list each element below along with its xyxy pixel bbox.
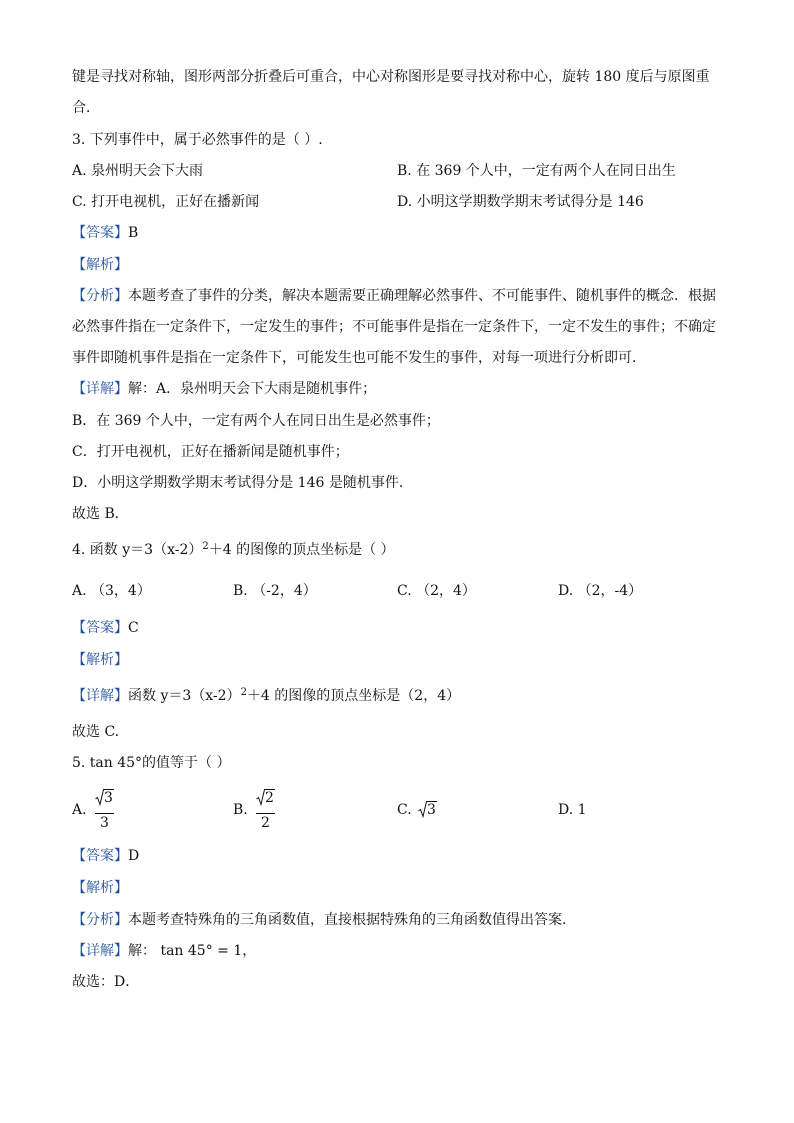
q3-xiangjie-c: C．打开电视机，正好在播新闻是随机事件； <box>72 444 349 460</box>
q4-option-a: A. （3，4） <box>72 583 151 599</box>
q5-option-c-label: C. <box>397 802 412 818</box>
xiangjie-tag: 【详解】 <box>72 688 128 704</box>
q4-stem-post: ＋4 的图像的顶点坐标是（ ） <box>208 542 395 558</box>
q4-choose: 故选 C. <box>72 724 120 740</box>
q3-analysis-head <box>72 255 128 275</box>
q5-answer <box>72 846 139 866</box>
q3-option-a: A. 泉州明天会下大雨 <box>72 163 204 179</box>
answer-tag: 【答案】 <box>72 620 128 636</box>
q3-fenxi-text-1: 本题考查了事件的分类，解决本题需要正确理解必然事件、不可能事件、随机事件的概念．根据 <box>128 288 716 304</box>
q5-option-b-fraction <box>256 789 275 831</box>
q3-option-c: C. 打开电视机，正好在播新闻 <box>72 194 260 210</box>
q4-answer <box>72 618 139 638</box>
q5-option-a-fraction <box>95 789 114 831</box>
q4-xiangjie-post: ＋4 的图像的顶点坐标是（2，4） <box>246 688 461 704</box>
q3-fenxi-line-2: 必然事件指在一定条件下，一定发生的事件；不可能事件是指在一定条件下，一定不发生的事件；不确定 <box>72 319 716 335</box>
q5-xiangjie-text: 解： tan 45° = 1， <box>128 943 257 959</box>
q3-option-b: B. 在 369 个人中，一定有两个人在同日出生 <box>397 163 676 179</box>
xiangjie-tag: 【详解】 <box>72 381 128 397</box>
q5-option-c-value <box>418 801 437 822</box>
q4-stem <box>72 540 395 562</box>
q4-xiangjie-sup: 2 <box>240 687 247 698</box>
fenxi-tag: 【分析】 <box>72 912 128 928</box>
q4-option-c: C. （2，4） <box>397 583 476 599</box>
q4-option-b: B. （-2，4） <box>233 583 317 599</box>
intro-line-2: 合． <box>72 100 100 116</box>
q5-option-b-label: B. <box>233 802 248 818</box>
answer-tag: 【答案】 <box>72 848 128 864</box>
q3-stem: 3. 下列事件中，属于必然事件的是（ ）. <box>72 132 323 148</box>
q5-answer-value: D <box>128 848 140 864</box>
q5-stem: 5. tan 45°的值等于（ ） <box>72 755 231 771</box>
q5-b-denominator: 2 <box>256 813 275 831</box>
q4-stem-pre: 4. 函数 y＝3（x-2） <box>72 542 203 558</box>
sqrt-symbol <box>418 801 437 818</box>
q5-a-denominator: 3 <box>95 813 114 831</box>
q4-xiangjie-pre: 函数 y＝3（x-2） <box>128 688 241 704</box>
q5-analysis-head <box>72 878 128 898</box>
q3-xiangjie-b: B．在 369 个人中，一定有两个人在同日出生是必然事件； <box>72 413 440 429</box>
q5-option-d: D. 1 <box>558 802 587 818</box>
analysis-tag: 【解析】 <box>72 257 128 273</box>
analysis-tag: 【解析】 <box>72 880 128 896</box>
q3-answer <box>72 223 138 243</box>
q5-option-a-label: A. <box>72 802 87 818</box>
intro-line-1: 键是寻找对称轴，图形两部分折叠后可重合，中心对称图形是要寻找对称中心，旋转 180 度后与原图重 <box>72 69 710 85</box>
q5-xiangjie <box>72 941 256 961</box>
q5-fenxi-text: 本题考查特殊角的三角函数值，直接根据特殊角的三角函数值得出答案． <box>128 912 576 928</box>
q3-fenxi-line-3: 事件即随机事件是指在一定条件下，可能发生也可能不发生的事件，对每一项进行分析即可． <box>72 350 646 366</box>
q5-b-radicand: 2 <box>265 790 274 806</box>
xiangjie-tag: 【详解】 <box>72 943 128 959</box>
q5-c-radicand: 3 <box>427 802 436 818</box>
q3-xiangjie-d: D．小明这学期数学期末考试得分是 146 是随机事件． <box>72 475 413 491</box>
q4-stem-sup: 2 <box>202 541 209 552</box>
q3-answer-value: B <box>128 225 139 241</box>
q4-xiangjie <box>72 686 460 708</box>
q5-fenxi <box>72 910 576 930</box>
q3-choose: 故选 B． <box>72 506 129 522</box>
q4-analysis-head <box>72 650 128 670</box>
analysis-tag: 【解析】 <box>72 652 128 668</box>
answer-tag: 【答案】 <box>72 225 128 241</box>
q3-xiangjie-text: 解：A．泉州明天会下大雨是随机事件； <box>128 381 377 397</box>
sqrt-symbol <box>256 789 275 806</box>
q3-option-d: D. 小明这学期数学期末考试得分是 146 <box>397 194 644 210</box>
q5-a-radicand: 3 <box>104 790 113 806</box>
q4-answer-value: C <box>128 620 139 636</box>
sqrt-symbol <box>95 789 114 806</box>
q3-xiangjie-line-1 <box>72 379 376 399</box>
fenxi-tag: 【分析】 <box>72 288 128 304</box>
q3-fenxi-line-1 <box>72 286 716 306</box>
q5-choose: 故选：D． <box>72 974 140 990</box>
q4-option-d: D. （2，-4） <box>558 583 643 599</box>
